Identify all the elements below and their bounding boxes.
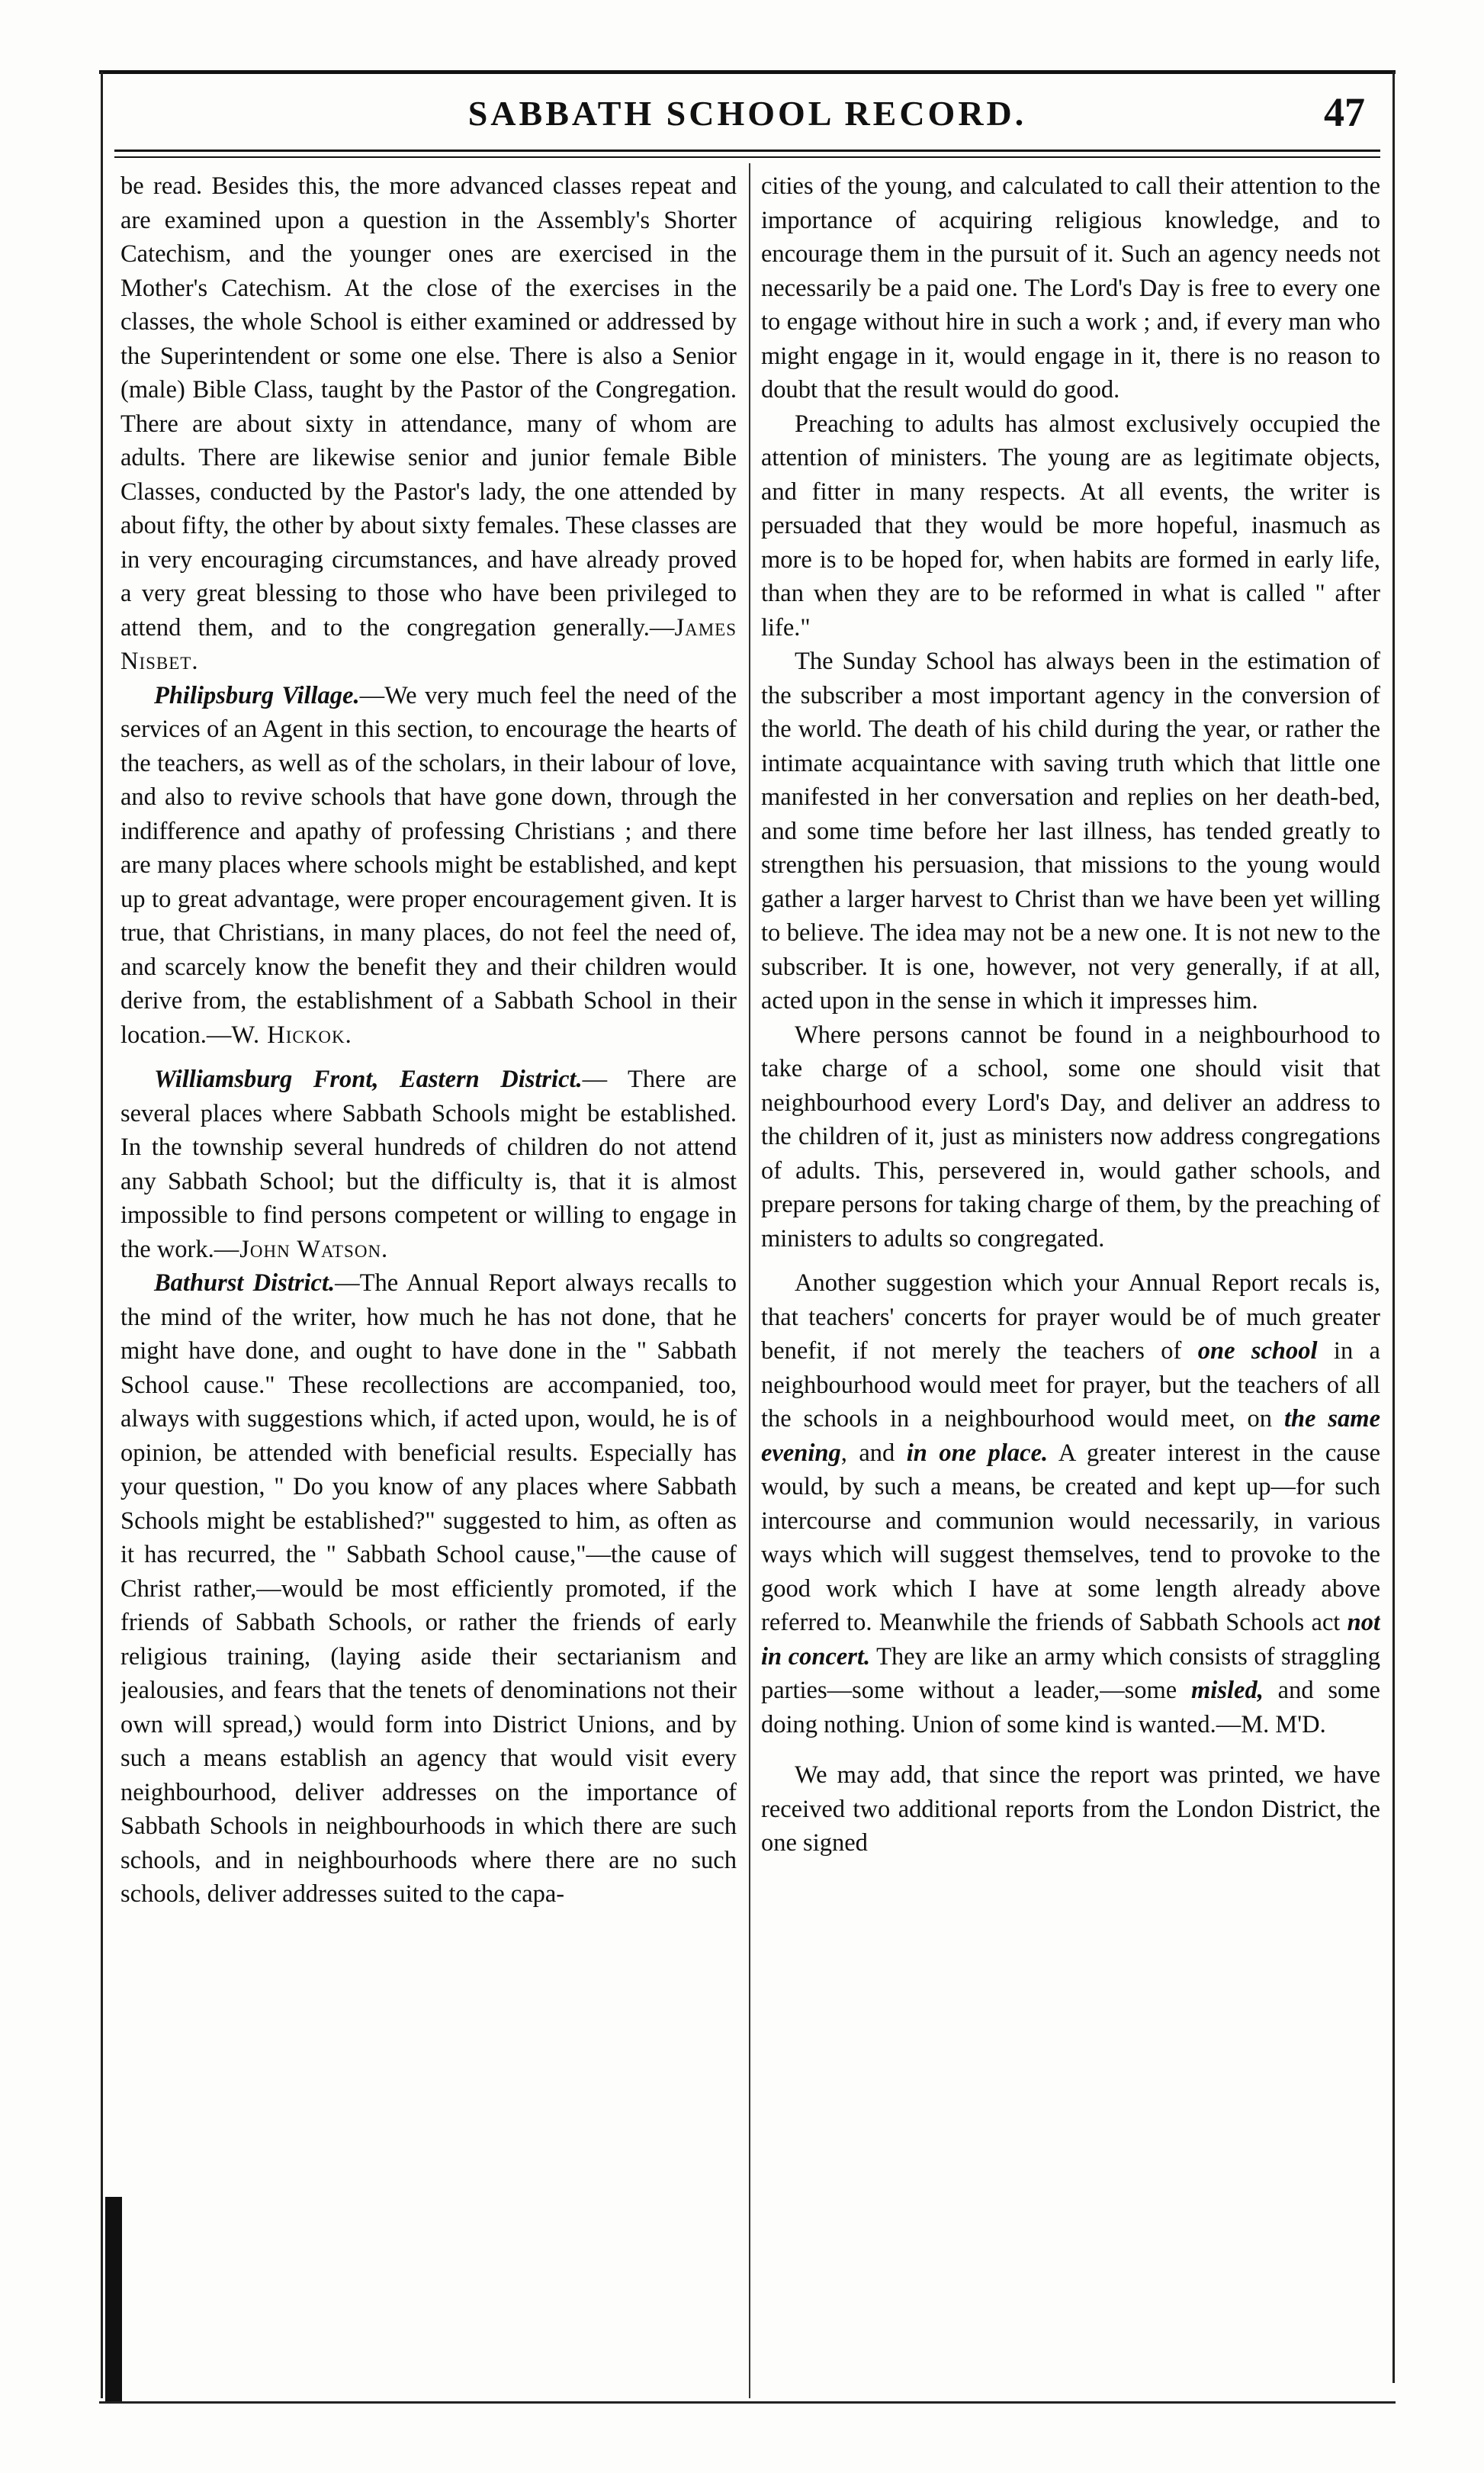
signature: —John Watson. xyxy=(214,1235,389,1263)
text-run: A greater interest in the cause would, by such a means, be created and kept up—for such intercourse and communion would necessarily, in various ways which will suggest themselves, tend to provoke to the good work which I have at some length already above referred to. Meanwhile the friends of Sabbath Schools act xyxy=(761,1439,1380,1636)
column-divider xyxy=(749,163,750,2398)
frame-left-rule xyxy=(101,72,103,2398)
frame-bottom-rule xyxy=(99,2401,1396,2404)
frame-right-rule xyxy=(1392,72,1395,2383)
paragraph-text: —We very much feel the need of the services of an Agent in this section, to encourage the hearts of the teachers, as well as of the scholars, in their labour of love, and also to revive schools that have gone down, through the indifference and apathy of professing Christians ; and there are many places where schools might be established, and kept up to great advantage, were proper encouragement given. It is true, that Christians, in many places, do not feel the need of, and scarcely know the benefit they and their children would derive from, the establishment of a Sabbath School in their location.— xyxy=(120,681,737,1049)
signature: W. Hickok. xyxy=(231,1021,352,1049)
running-title: SABBATH SCHOOL RECORD. xyxy=(467,94,1027,133)
paragraph-where-persons: Where persons cannot be found in a neighbourhood to take charge of a school, some one should visit that neighbourhood every Lord's Day, and deliver an address to the children of it, just as ministers now address congregations of adults. This, persevered in, would gather schools, and prepare persons for taking charge of them, by the preaching of ministers to adults so congregated. xyxy=(761,1021,1380,1253)
emphasis: the same evening xyxy=(761,1405,1380,1467)
text-run: , and xyxy=(840,1439,907,1467)
header-double-rule xyxy=(114,150,1380,158)
paragraph-we-may-add: We may add, that since the report was printed, we have received two additional reports from the London District, the one signed xyxy=(761,1761,1380,1857)
paragraph-sunday-school: The Sunday School has always been in the estimation of the subscriber a most important agency in the conversion of the world. The death of his child during the year, or rather the intimate acquaintance with saving truth which that little one manifested in her conversation and replies on her death-bed, and some time before her last illness, has tended greatly to strengthen his persuasion, that missions to the young would gather a larger harvest to Christ than we have been yet willing to believe. The idea may not be a new one. It is not new to the subscriber. It is one, however, not very generally, if at all, acted upon in the sense in which it impresses him. xyxy=(761,648,1380,1015)
place-heading: Bathurst District. xyxy=(154,1269,336,1297)
text-run: Another suggestion which your Annual Report recals is, that teachers' concerts for prayer would be of much greater benefit, if not merely the teachers of xyxy=(761,1269,1380,1365)
frame-top-rule xyxy=(99,70,1396,74)
paragraph-text: —The Annual Report always recalls to the mind of the writer, how much he has not done, that he might have done, and ought to have done in the " Sabbath School cause." These recollections are accompanied, too, always with suggestions which, if acted upon, would, he is of opinion, be attended with beneficial results. Especially has your question, " Do you know of any places where Sabbath Schools might be established?" suggested to him, as often as it has recurred, the " Sabbath School cause,"—the cause of Christ rather,—would be most efficiently promoted, if the friends of Sabbath Schools, or rather the friends of early religious training, (laying aside their sectarianism and jealousies, and fears that the tenets of denominations not their own will spread,) would form into District Unions, and by such a means establish an agency that would visit every neighbourhood, deliver addresses on the importance of Sabbath Schools in neighbourhoods in which there are such schools, and in neighbourhoods where there are no such schools, deliver addresses suited to the capa- xyxy=(120,1269,737,1908)
place-heading: Williamsburg Front, Eastern District. xyxy=(154,1066,583,1093)
signature: James Nisbet. xyxy=(120,613,737,675)
text-run: and some doing nothing. Union of some kind is wanted.—M. M'D. xyxy=(761,1677,1380,1738)
page-number: 47 xyxy=(1324,89,1365,135)
paragraph-nisbet xyxy=(120,169,737,679)
emphasis: in one place. xyxy=(906,1439,1049,1467)
emphasis: one school xyxy=(1197,1337,1318,1365)
paragraph-preaching: Preaching to adults has almost exclusively occupied the attention of ministers. The young are as legitimate objects, and fitter in many respects. At all events, the writer is persuaded that they would be more hopeful, inasmuch as more is to be hoped for, when habits are formed in early life, than when they are to be reformed in what is called " after life." xyxy=(761,410,1380,642)
text-run: They are like an army which consists of straggling parties—some without a leader,—some xyxy=(761,1642,1380,1704)
paragraph-continuation: cities of the young, and calculated to call their attention to the importance of acquiring religious knowledge, and to encourage them in the pursuit of it. Such an agency needs not necessarily be a paid one. The Lord's Day is free to every one to engage without hire in such a work ; and, if every man who might engage in it, would engage in it, there is no reason to doubt that the result would do good. xyxy=(761,172,1380,404)
paragraph-another-suggestion xyxy=(761,1266,1380,1741)
paragraph-text: be read. Besides this, the more advanced classes repeat and are examined upon a question in the Assembly's Shorter Catechism, and the younger ones are exercised in the Mother's Catechism. At the close of the exercises in the classes, the whole School is either examined or addressed by the Superintendent or some one else. There is also a Senior (male) Bible Class, taught by the Pastor of the Congregation. There are about sixty in attendance, many of whom are adults. There are likewise senior and junior female Bible Classes, conducted by the Pastor's lady, the one attended by about fifty, the other by about sixty females. These classes are in very encouraging circumstances, and have already proved a very great blessing to those who have been privileged to attend them, and to the congregation generally.— xyxy=(120,172,737,642)
paragraph-philipsburg xyxy=(120,679,737,1053)
binding-edge xyxy=(105,2197,122,2403)
paragraph-williamsburg xyxy=(120,1063,737,1266)
emphasis: not in concert. xyxy=(761,1609,1380,1671)
emphasis: misled, xyxy=(1191,1677,1264,1704)
text-run: in a neighbourhood would meet for prayer, but the teachers of all the schools in a neighbourhood would meet, on xyxy=(761,1337,1380,1433)
right-column xyxy=(761,169,1380,2397)
left-column xyxy=(120,169,737,2397)
place-heading: Philipsburg Village. xyxy=(154,681,360,709)
paragraph-bathurst xyxy=(120,1266,737,1912)
paragraph-text: — There are several places where Sabbath Schools might be established. In the township several hundreds of children do not attend any Sabbath School; but the difficulty is, that it is almost impossible to find persons competent or willing to engage in the work. xyxy=(120,1066,737,1263)
running-head xyxy=(114,84,1380,137)
